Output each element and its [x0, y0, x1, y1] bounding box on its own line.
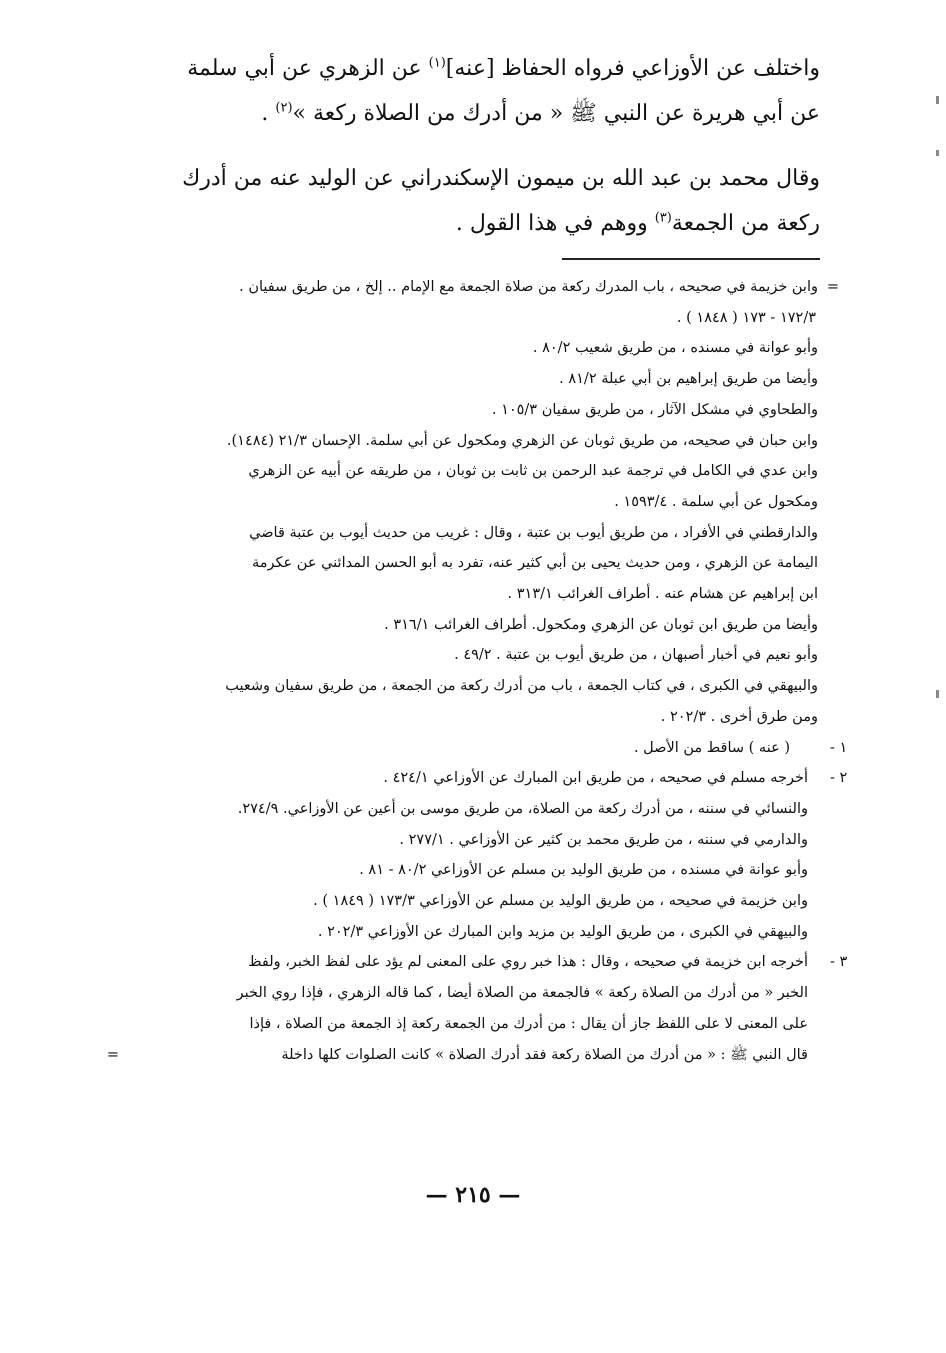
continuation-marker: = — [106, 1046, 120, 1063]
paragraph-2 — [120, 156, 820, 246]
footnote-line: أخرجه ابن خزيمة في صحيحه ، وقال : هذا خبر روي على المعنى لم يؤد على لفظ الخبر، ولفظ — [248, 954, 808, 971]
footnote-line: وابن خزيمة في صحيحه ، من طريق الوليد بن مسلم عن الأوزاعي ١٧٣/٣ ( ١٨٤٩ ) . — [313, 893, 808, 910]
footnote-3 — [106, 947, 848, 1070]
footnote-ref-2: (٢) — [275, 100, 293, 116]
main-text — [120, 46, 820, 246]
footnote-line: والبيهقي في الكبرى ، من طريق الوليد بن مزيد وابن المبارك عن الأوزاعي ٢٠٢/٣ . — [317, 923, 808, 940]
footnote-line: وأبو عوانة في مسنده ، من طريق شعيب ٨٠/٢ . — [532, 340, 818, 357]
scan-mark — [936, 690, 939, 698]
footnote-line: ابن إبراهيم عن هشام عنه . أطراف الغرائب ٣١٣/١ . — [507, 586, 818, 603]
footnote-carryover — [126, 272, 840, 733]
paragraph-2-line-2: ركعة من الجمعة$^{(٣)}$ ووهم في هذا القول . — [455, 210, 820, 236]
footnote-number: ٢ - — [830, 770, 848, 787]
footnote-line: على المعنى لا على اللفظ جاز أن يقال : من أدرك من الجمعة ركعة إذ الجمعة من الصلاة ، فإذا — [249, 1015, 808, 1032]
footnote-line: والدارقطني في الأفراد ، من طريق أيوب بن عتبة ، وقال : غريب من حديث أيوب بن عتبة قاضي — [249, 524, 818, 541]
footnote-line: وابن عدي في الكامل في ترجمة عبد الرحمن بن ثابت بن ثوبان ، من طريقه عن أبيه عن الزهري — [248, 463, 818, 480]
footnote-line: ومن طرق أخرى . ٢٠٢/٣ . — [660, 708, 818, 725]
page-number: — ٢١٥ — — [425, 1182, 521, 1208]
footnote-number: ١ - — [830, 739, 848, 756]
footnote-line: وابن خزيمة في صحيحه ، باب المدرك ركعة من صلاة الجمعة مع الإمام .. إلخ ، من طريق سفيان . — [239, 279, 818, 295]
footnote-number: ٣ - — [830, 954, 848, 971]
footnote-line: والطحاوي في مشكل الآثار ، من طريق سفيان ١٠٥/٣ . — [491, 401, 818, 418]
footnotes — [106, 272, 848, 1070]
footnote-line: وأبو عوانة في مسنده ، من طريق الوليد بن مسلم عن الأوزاعي ٨٠/٢ - ٨١ . — [359, 862, 808, 879]
footnote-line: ( عنه ) ساقط من الأصل . — [633, 739, 790, 756]
footnote-line: والبيهقي في الكبرى ، في كتاب الجمعة ، باب من أدرك ركعة من الجمعة ، من طريق سفيان وشعيب — [225, 678, 818, 695]
paragraph-1-line-1: واختلف عن الأوزاعي فرواه الحفاظ [عنه]$^{(١)}$ عن الزهري عن أبي سلمة — [187, 55, 820, 81]
footnote-line: والدارمي في سننه ، من طريق محمد بن كثير عن الأوزاعي . ٢٧٧/١ . — [399, 831, 808, 848]
footnote-ref-3: (٣) — [654, 210, 672, 226]
footnote-line: ١٧٢/٣ - ١٧٣ ( ١٨٤٨ ) . — [676, 309, 816, 326]
footnote-line: اليمامة عن الزهري ، ومن حديث يحيى بن أبي كثير عنه، تفرد به أبو الحسن المدائني عن عكرمة — [251, 555, 818, 572]
footnote-line: قال النبي ﷺ : « من أدرك من الصلاة ركعة فقد أدرك الصلاة » كانت الصلوات كلها داخلة = — [126, 1040, 818, 1071]
paragraph-2-line-1: وقال محمد بن عبد الله بن ميمون الإسكندراني عن الوليد عنه من أدرك — [182, 166, 820, 191]
footnote-line: أخرجه مسلم في صحيحه ، من طريق ابن المبارك عن الأوزاعي ٤٢٤/١ . — [383, 770, 808, 787]
continuation-marker: = — [826, 279, 840, 295]
footnote-2 — [126, 763, 848, 947]
footnote-line: الخبر « من أدرك من الصلاة ركعة » فالجمعة من الصلاة أيضا ، كما قاله الزهري ، فإذا روي الخبر — [236, 985, 808, 1002]
footnote-line: وأبو نعيم في أخبار أصبهان ، من طريق أيوب بن عتبة . ٤٩/٢ . — [454, 647, 818, 664]
scan-mark — [936, 96, 939, 104]
footnote-line: وابن حبان في صحيحه، من طريق ثوبان عن الزهري ومكحول عن أبي سلمة. الإحسان ٢١/٣ (١٤٨٤). — [226, 432, 818, 449]
paragraph-1 — [120, 46, 820, 136]
footnote-line: والنسائي في سننه ، من أدرك ركعة من الصلاة، من طريق موسى بن أعين عن الأوزاعي. ٢٧٤/٩. — [237, 800, 808, 817]
scan-mark — [936, 150, 939, 156]
footnote-line: وأيضا من طريق ابن ثوبان عن الزهري ومكحول. أطراف الغرائب ٣١٦/١ . — [384, 616, 818, 633]
footnote-line: وأيضا من طريق إبراهيم بن أبي عبلة ٨١/٢ . — [559, 371, 818, 388]
footnote-line: ومكحول عن أبي سلمة . ١٥٩٣/٤ . — [614, 493, 818, 510]
footnote-1 — [126, 733, 848, 764]
paragraph-1-line-2: عن أبي هريرة عن النبي ﷺ « من أدرك من الصلاة ركعة »$^{(٢)}$ . — [261, 100, 820, 126]
footnote-ref-1: (١) — [428, 55, 446, 71]
footnote-separator — [562, 258, 820, 260]
